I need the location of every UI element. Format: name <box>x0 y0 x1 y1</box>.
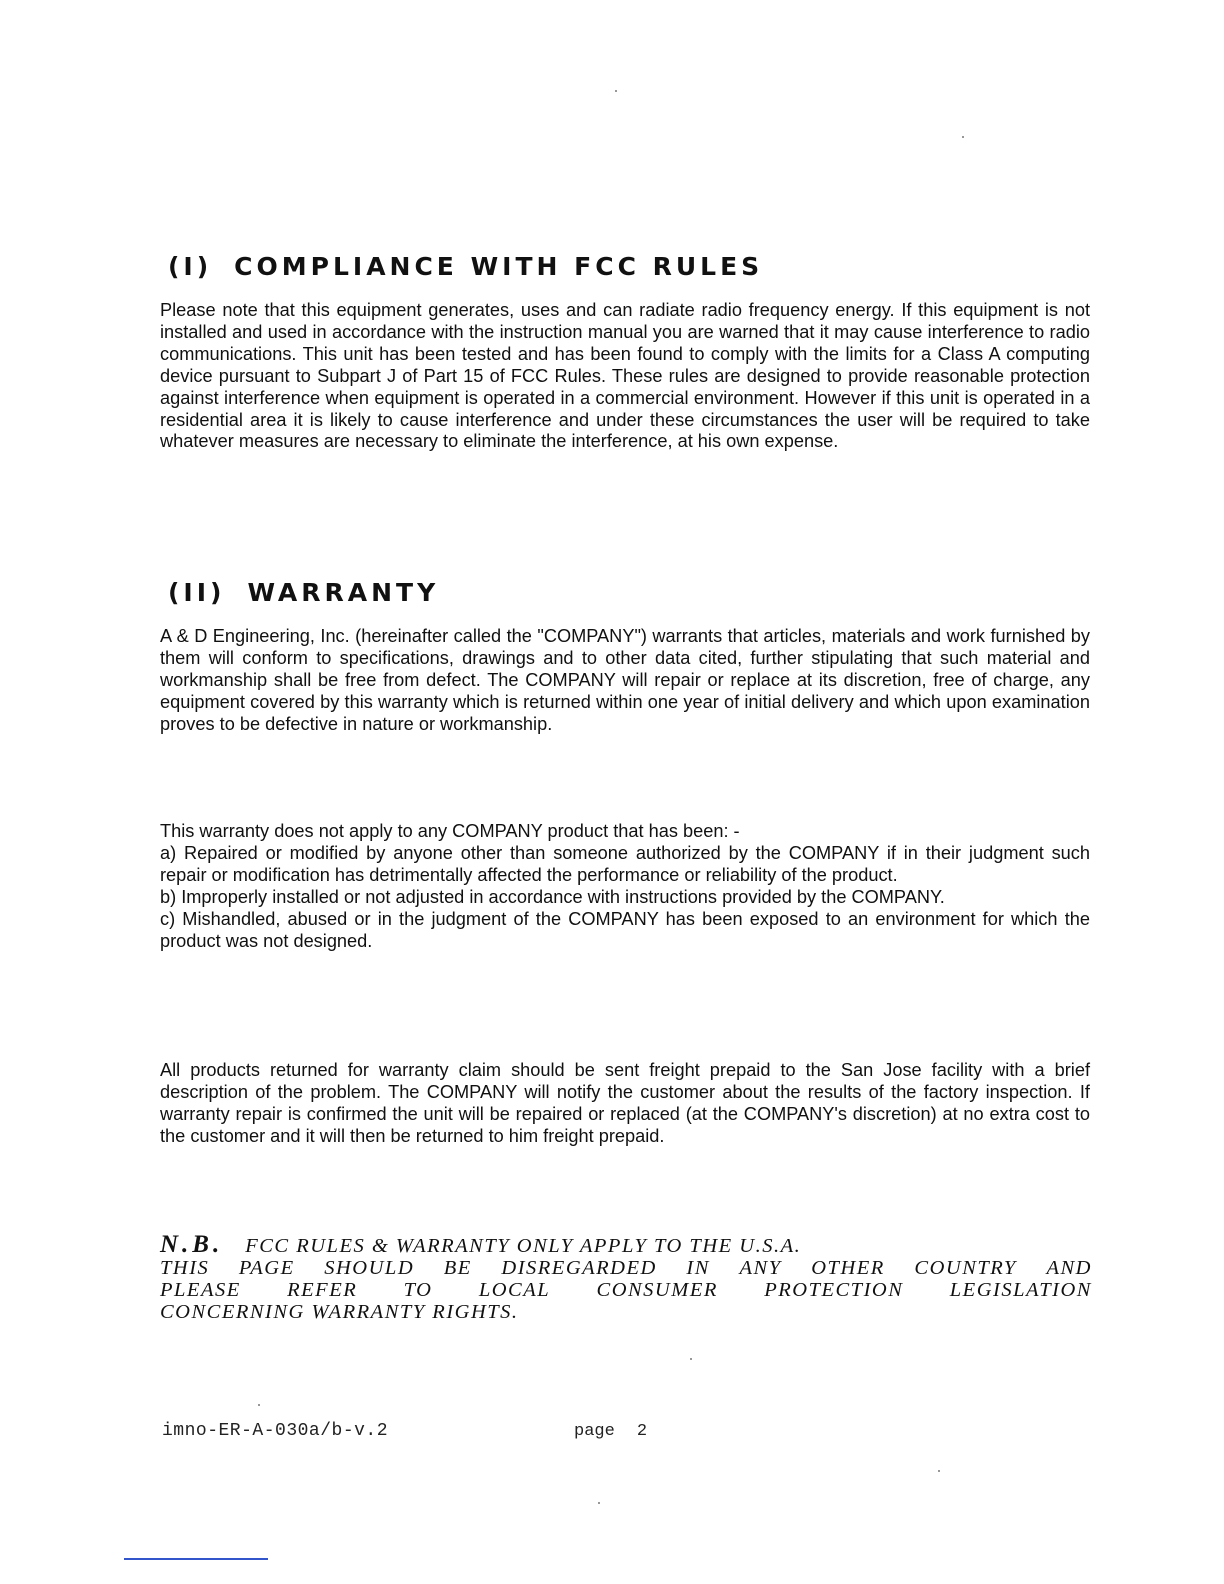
exclusion-item-b: b) Improperly installed or not adjusted in accordance with instructions provided by the COMPANY. <box>160 886 945 907</box>
page-indicator <box>574 1422 647 1441</box>
fcc-body-text: Please note that this equipment generates, uses and can radiate radio frequency energy. If this equipment is not installed and used in accordance with the instruction manual you are warned that it may cause interference to radio communications. This unit has been tested and has been found to comply with the limits for a Class A computing device pursuant to Subpart J of Part 15 of FCC Rules. These rules are designed to provide reasonable protection against interference when equipment is operated in a commercial environment. However if this unit is operated in a residential area it is likely to cause interference and under these circumstances the user will be required to take whatever measures are necessary to eliminate the interference, at his own expense. <box>160 300 1090 452</box>
page-number: 2 <box>636 1422 648 1441</box>
note-line-4-text: CONCERNING WARRANTY RIGHTS. <box>160 1301 519 1323</box>
note-line-1 <box>160 1231 1092 1258</box>
note-word: PROTECTION <box>764 1279 904 1301</box>
note-word: BE <box>443 1257 472 1279</box>
warranty-section-number: (II) <box>168 578 226 607</box>
note-word: COUNTRY <box>914 1257 1017 1279</box>
returns-body-text: All products returned for warranty claim should be sent freight prepaid to the San Jose facility with a brief description of the problem. The COMPANY will notify the customer about the results of the factory inspection. If warranty repair is confirmed the unit will be repaired or replaced (at the COMPANY's discretion) at no extra cost to the customer and it will then be returned to him freight prepaid. <box>160 1060 1090 1146</box>
warranty-section-title: WARRANTY <box>247 578 440 607</box>
exclusion-item-a: a) Repaired or modified by anyone other than someone authorized by the COMPANY if in their judgment such repair or modification has detrimentally affected the performance or reliability of the product. <box>160 842 1090 885</box>
page-label: page <box>574 1422 615 1441</box>
exclusion-item-c: c) Mishandled, abused or in the judgment of the COMPANY has been exposed to an environment for which the product was not designed. <box>160 908 1090 951</box>
note-word: PAGE <box>238 1257 295 1279</box>
fcc-heading <box>168 252 763 281</box>
warranty-heading <box>168 578 439 607</box>
note-line-3 <box>160 1279 1092 1301</box>
scan-speck <box>615 90 617 92</box>
note-word: PLEASE <box>160 1279 241 1301</box>
scan-speck <box>258 1404 260 1406</box>
note-word: SHOULD <box>324 1257 415 1279</box>
note-line-1-text: FCC RULES & WARRANTY ONLY APPLY TO THE U.S.A. <box>245 1235 802 1257</box>
note-word: REFER <box>287 1279 358 1301</box>
note-word: AND <box>1046 1257 1092 1279</box>
fcc-section-title: COMPLIANCE WITH FCC RULES <box>234 252 764 281</box>
note-line-2 <box>160 1257 1092 1279</box>
note-word: OTHER <box>811 1257 885 1279</box>
scan-speck <box>938 1470 940 1472</box>
scan-edge-line <box>124 1558 268 1560</box>
returns-paragraph <box>160 1060 1090 1148</box>
note-word: LOCAL <box>478 1279 551 1301</box>
nb-mark: N.B. <box>160 1231 224 1258</box>
nota-bene-note <box>160 1231 1092 1323</box>
warranty-paragraph <box>160 626 1090 736</box>
note-word: THIS <box>160 1257 210 1279</box>
scan-speck <box>962 136 964 138</box>
note-word: CONSUMER <box>596 1279 718 1301</box>
note-line-4 <box>160 1301 1092 1323</box>
document-id: imno-ER-A-030a/b-v.2 <box>162 1421 389 1441</box>
scan-speck <box>690 1358 692 1360</box>
note-word: DISREGARDED <box>501 1257 657 1279</box>
note-word: LEGISLATION <box>949 1279 1092 1301</box>
scan-speck <box>598 1502 600 1504</box>
warranty-body-text: A & D Engineering, Inc. (hereinafter called the "COMPANY") warrants that articles, materials and work furnished by them will conform to specifications, drawings and to other data cited, further stipulating that such material and workmanship shall be free from defect. The COMPANY will repair or replace at its discretion, free of charge, any equipment covered by this warranty which is returned within one year of initial delivery and which upon examination proves to be defective in nature or workmanship. <box>160 626 1090 734</box>
fcc-paragraph <box>160 300 1090 453</box>
exclusions-intro: This warranty does not apply to any COMPANY product that has been: - <box>160 821 740 841</box>
note-word: IN <box>686 1257 710 1279</box>
note-word: ANY <box>739 1257 782 1279</box>
fcc-section-number: (I) <box>168 252 213 281</box>
warranty-exclusions <box>160 821 1090 952</box>
note-word: TO <box>403 1279 433 1301</box>
